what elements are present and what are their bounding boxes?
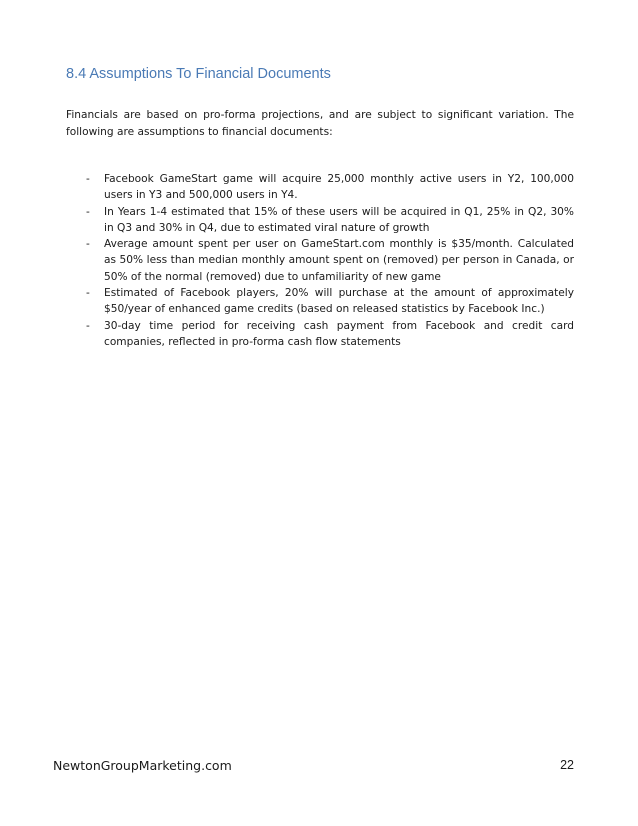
list-item-text: Estimated of Facebook players, 20% will purchase at the amount of approximately $50/year of enhanced game credits (based on released statistics by Facebook Inc.) [104, 287, 574, 316]
list-item-text: Average amount spent per user on GameStart.com monthly is $35/month. Calculated as 50% less than median monthly amount spent on (removed) per person in Canada, or 50% of the normal (removed) due to unfamiliarity of new game [104, 238, 574, 283]
footer-website: NewtonGroupMarketing.com [53, 758, 232, 773]
bullet-dash: - [86, 319, 90, 332]
list-item-text: Facebook GameStart game will acquire 25,000 monthly active users in Y2, 100,000 users in Y3 and 500,000 users in Y4. [104, 173, 574, 202]
list-item [66, 171, 574, 204]
assumptions-list [66, 171, 574, 350]
intro-text: Financials are based on pro-forma projections, and are subject to significant variation. The following are assumptions to financial documents: [66, 109, 574, 138]
list-item-text: 30-day time period for receiving cash payment from Facebook and credit card companies, reflected in pro-forma cash flow statements [104, 319, 574, 348]
bullet-dash: - [86, 287, 90, 300]
page-number: 22 [560, 758, 574, 772]
list-item-text: In Years 1-4 estimated that 15% of these users will be acquired in Q1, 25% in Q2, 30% in Q3 and 30% in Q4, due to estimated viral nature of growth [104, 205, 574, 234]
list-item [66, 318, 574, 351]
section-heading: 8.4 Assumptions To Financial Documents [66, 66, 331, 82]
list-item [66, 285, 574, 318]
bullet-dash: - [86, 205, 90, 218]
list-item [66, 204, 574, 237]
list-item [66, 236, 574, 285]
intro-paragraph [66, 107, 574, 141]
bullet-dash: - [86, 173, 90, 185]
bullet-dash: - [86, 238, 90, 251]
